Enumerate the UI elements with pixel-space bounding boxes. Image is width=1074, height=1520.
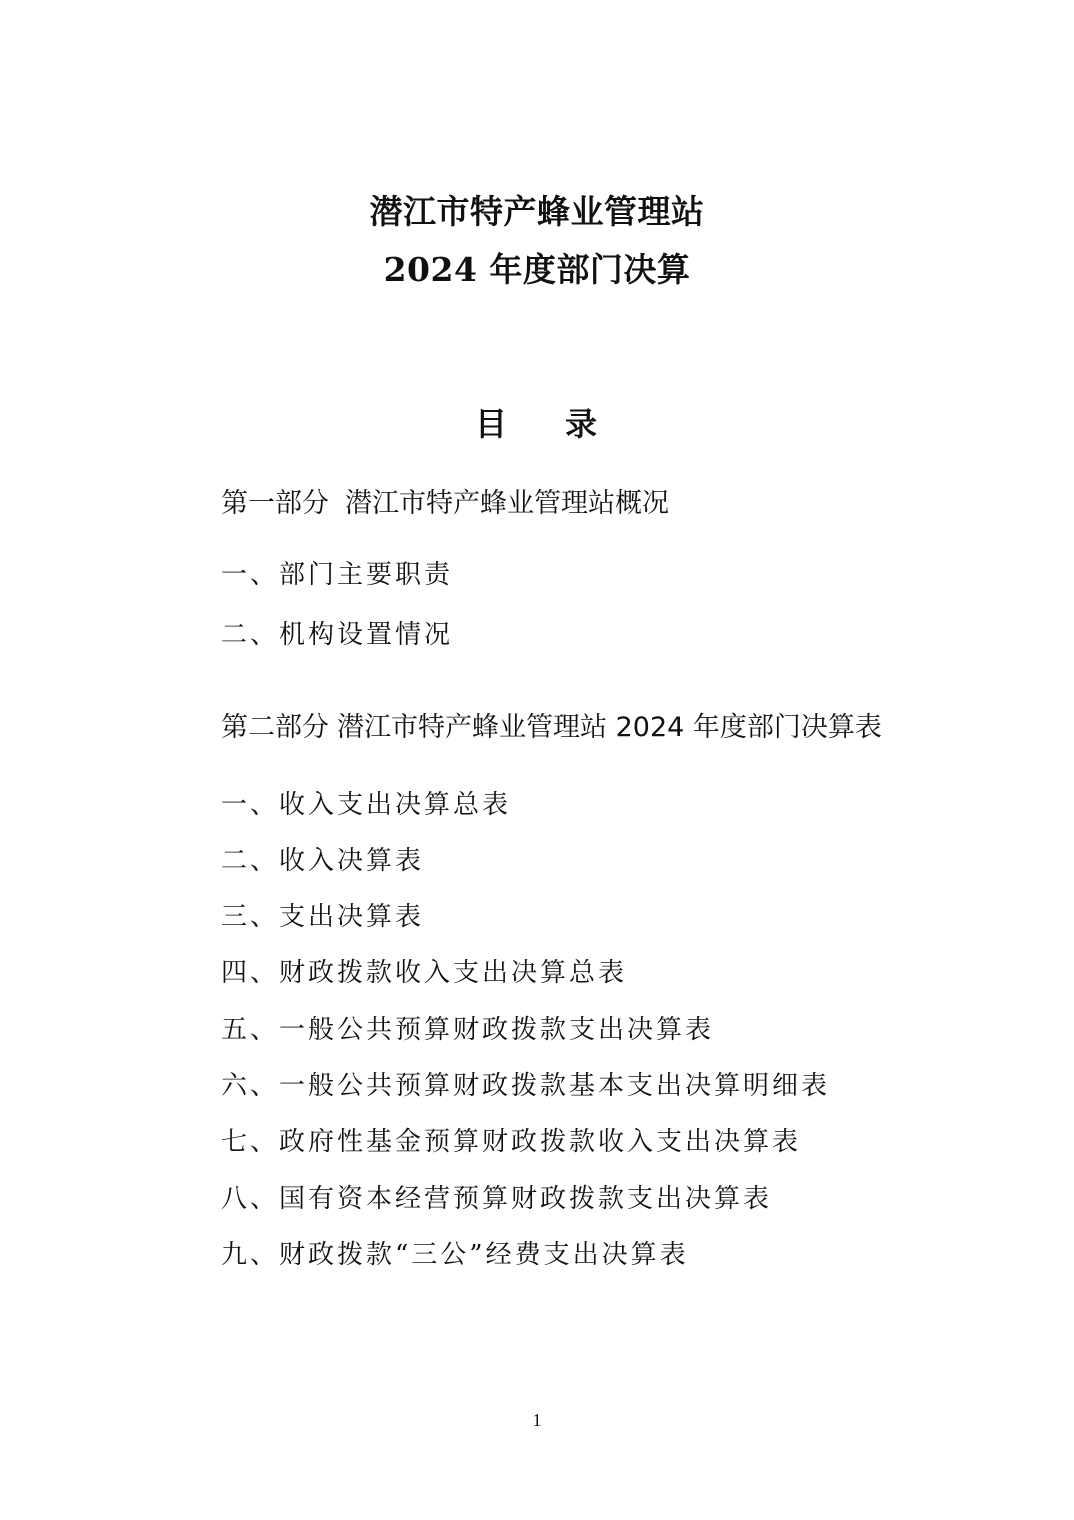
part1-title: 潜江市特产蜂业管理站概况 — [345, 488, 669, 519]
toc-item[interactable]: 五、一般公共预算财政拨款支出决算表 — [221, 1015, 715, 1045]
part2-label: 第二部分 — [221, 712, 329, 743]
toc-item[interactable]: 一、收入支出决算总表 — [221, 790, 512, 820]
toc-item[interactable]: 二、机构设置情况 — [221, 620, 454, 650]
toc-item[interactable]: 九、财政拨款“三公”经费支出决算表 — [221, 1240, 689, 1270]
toc-item[interactable]: 三、支出决算表 — [221, 902, 425, 932]
toc-heading-right: 录 — [565, 405, 600, 443]
toc-item[interactable]: 四、财政拨款收入支出决算总表 — [221, 958, 628, 988]
document-title-line1: 潜江市特产蜂业管理站 — [369, 192, 705, 231]
part2-heading[interactable] — [221, 710, 882, 746]
toc-item[interactable]: 一、部门主要职责 — [221, 560, 454, 590]
page-number: 1 — [532, 1410, 542, 1430]
toc-item[interactable]: 八、国有资本经营预算财政拨款支出决算表 — [221, 1184, 773, 1214]
toc-item[interactable]: 六、一般公共预算财政拨款基本支出决算明细表 — [221, 1071, 831, 1101]
part1-heading[interactable] — [221, 486, 669, 522]
toc-item[interactable]: 七、政府性基金预算财政拨款收入支出决算表 — [221, 1127, 802, 1157]
part2-title: 潜江市特产蜂业管理站 2024 年度部门决算表 — [337, 712, 882, 743]
part1-label: 第一部分 — [221, 488, 329, 519]
toc-heading-left: 目 — [474, 405, 509, 443]
toc-heading — [0, 404, 1074, 444]
document-title-line2: 2024 年度部门决算 — [383, 250, 691, 289]
toc-item[interactable]: 二、收入决算表 — [221, 846, 425, 876]
